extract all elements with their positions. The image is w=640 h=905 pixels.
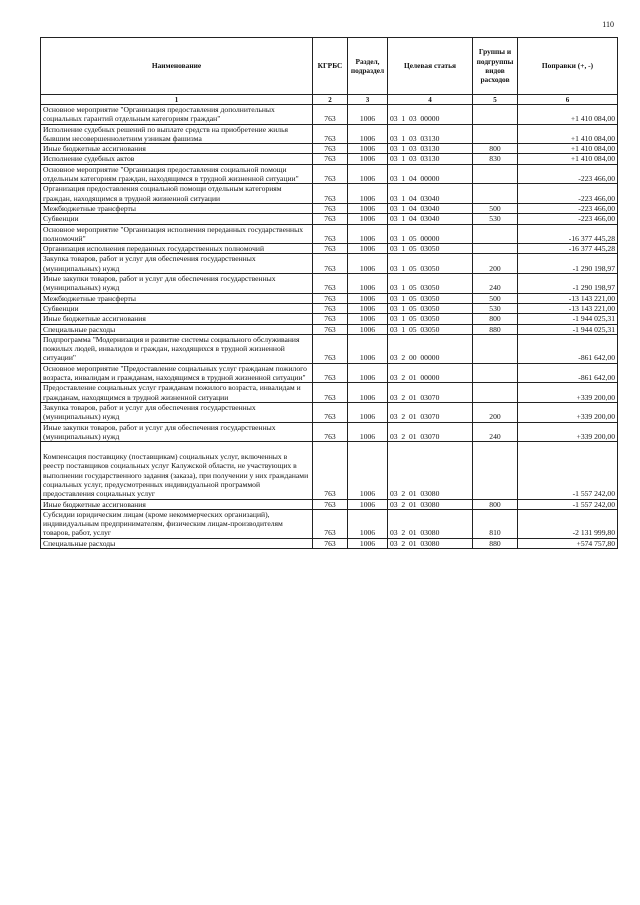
row-section: 1006: [348, 214, 388, 224]
row-kgrbs: 763: [313, 254, 348, 274]
table-row: [41, 314, 618, 324]
row-target-article: 03 1 05 03050: [388, 274, 473, 294]
row-kgrbs: 763: [313, 402, 348, 422]
column-number: 1: [41, 95, 313, 105]
row-target-article: 03 1 03 03130: [388, 144, 473, 154]
row-target-article: 03 1 05 03050: [388, 254, 473, 274]
row-name: Иные бюджетные ассигнования: [41, 144, 313, 154]
row-name: Предоставление социальных услуг гражданам пожилого возраста, инвалидам и гражданам, находящимся в трудной жизненной ситуации: [41, 383, 313, 403]
row-kgrbs: 763: [313, 303, 348, 313]
row-amendment-amount: +574 757,80: [518, 538, 618, 548]
row-expense-group: 200: [473, 254, 518, 274]
row-kgrbs: 763: [313, 184, 348, 204]
table-row: [41, 293, 618, 303]
row-expense-group: 500: [473, 293, 518, 303]
row-amendment-amount: +1 410 084,00: [518, 144, 618, 154]
row-target-article: 03 2 01 03070: [388, 422, 473, 442]
row-kgrbs: 763: [313, 214, 348, 224]
row-section: 1006: [348, 314, 388, 324]
row-section: 1006: [348, 509, 388, 538]
row-expense-group: [473, 224, 518, 244]
column-number: 3: [348, 95, 388, 105]
row-name: Иные бюджетные ассигнования: [41, 314, 313, 324]
row-target-article: 03 2 00 00000: [388, 334, 473, 363]
table-row: [41, 442, 618, 499]
row-kgrbs: 763: [313, 538, 348, 548]
row-kgrbs: 763: [313, 244, 348, 254]
row-section: 1006: [348, 334, 388, 363]
row-expense-group: 810: [473, 509, 518, 538]
row-amendment-amount: -861 642,00: [518, 334, 618, 363]
table-header-row: [41, 38, 618, 95]
row-section: 1006: [348, 203, 388, 213]
row-section: 1006: [348, 184, 388, 204]
row-amendment-amount: +1 410 084,00: [518, 105, 618, 125]
row-kgrbs: 763: [313, 324, 348, 334]
row-expense-group: 830: [473, 154, 518, 164]
row-section: 1006: [348, 402, 388, 422]
row-expense-group: [473, 334, 518, 363]
table-row: [41, 214, 618, 224]
row-target-article: 03 2 01 03070: [388, 402, 473, 422]
table-row: [41, 538, 618, 548]
row-target-article: 03 1 05 03050: [388, 314, 473, 324]
table-row: [41, 402, 618, 422]
row-name: Организация предоставления социальной помощи отдельным категориям граждан, находящимся в трудной жизненной ситуации: [41, 184, 313, 204]
row-section: 1006: [348, 105, 388, 125]
row-target-article: 03 2 01 03080: [388, 509, 473, 538]
row-target-article: 03 1 05 03050: [388, 293, 473, 303]
row-kgrbs: 763: [313, 293, 348, 303]
table-row: [41, 244, 618, 254]
row-target-article: 03 2 01 00000: [388, 363, 473, 383]
row-name: Основное мероприятие "Организация исполнения переданных государственных полномочий": [41, 224, 313, 244]
header-kgrbs: КГРБС: [313, 38, 348, 95]
row-kgrbs: 763: [313, 274, 348, 294]
row-name: Иные закупки товаров, работ и услуг для обеспечения государственных (муниципальных) нужд: [41, 422, 313, 442]
row-name: Основное мероприятие "Организация предоставления дополнительных социальных гарантий отдельным категориям граждан": [41, 105, 313, 125]
table-row: [41, 509, 618, 538]
row-expense-group: [473, 184, 518, 204]
table-row: [41, 303, 618, 313]
row-section: 1006: [348, 164, 388, 184]
row-section: 1006: [348, 363, 388, 383]
row-kgrbs: 763: [313, 164, 348, 184]
row-target-article: 03 1 04 03040: [388, 184, 473, 204]
row-target-article: 03 2 01 03070: [388, 383, 473, 403]
row-target-article: 03 1 04 03040: [388, 203, 473, 213]
row-kgrbs: 763: [313, 442, 348, 499]
row-section: 1006: [348, 303, 388, 313]
table-row: [41, 154, 618, 164]
row-amendment-amount: -223 466,00: [518, 164, 618, 184]
row-target-article: 03 1 03 00000: [388, 105, 473, 125]
row-target-article: 03 1 05 00000: [388, 224, 473, 244]
row-name: Специальные расходы: [41, 538, 313, 548]
row-target-article: 03 1 03 03130: [388, 154, 473, 164]
row-section: 1006: [348, 274, 388, 294]
row-amendment-amount: -2 131 999,80: [518, 509, 618, 538]
row-target-article: 03 1 03 03130: [388, 124, 473, 144]
row-expense-group: 500: [473, 203, 518, 213]
row-kgrbs: 763: [313, 203, 348, 213]
header-amount: Поправки (+, -): [518, 38, 618, 95]
row-target-article: 03 1 05 03050: [388, 303, 473, 313]
row-name: Специальные расходы: [41, 324, 313, 334]
table-row: [41, 224, 618, 244]
budget-amendments-table: [40, 37, 618, 549]
row-section: 1006: [348, 499, 388, 509]
table-row: [41, 383, 618, 403]
row-kgrbs: 763: [313, 334, 348, 363]
row-name: Основное мероприятие "Организация предоставления социальной помощи отдельным категориям граждан, находящимся в трудной жизненной ситуации": [41, 164, 313, 184]
row-amendment-amount: -13 143 221,00: [518, 293, 618, 303]
row-expense-group: 800: [473, 144, 518, 154]
row-amendment-amount: -16 377 445,28: [518, 244, 618, 254]
row-expense-group: [473, 363, 518, 383]
row-name: Иные бюджетные ассигнования: [41, 499, 313, 509]
row-target-article: 03 1 04 03040: [388, 214, 473, 224]
row-name: Организация исполнения переданных государственных полномочий: [41, 244, 313, 254]
table-row: [41, 144, 618, 154]
table-row: [41, 422, 618, 442]
row-section: 1006: [348, 144, 388, 154]
table-row: [41, 254, 618, 274]
row-name: Субвенции: [41, 214, 313, 224]
row-name: Межбюджетные трансферты: [41, 203, 313, 213]
row-section: 1006: [348, 293, 388, 303]
row-amendment-amount: -861 642,00: [518, 363, 618, 383]
row-target-article: 03 2 01 03080: [388, 538, 473, 548]
row-amendment-amount: +339 200,00: [518, 383, 618, 403]
row-amendment-amount: -1 944 025,31: [518, 314, 618, 324]
row-kgrbs: 763: [313, 224, 348, 244]
row-expense-group: 240: [473, 274, 518, 294]
row-name: Субвенции: [41, 303, 313, 313]
row-amendment-amount: +1 410 084,00: [518, 154, 618, 164]
row-expense-group: 800: [473, 499, 518, 509]
row-section: 1006: [348, 254, 388, 274]
row-expense-group: [473, 124, 518, 144]
row-section: 1006: [348, 224, 388, 244]
row-section: 1006: [348, 422, 388, 442]
row-target-article: 03 1 05 03050: [388, 324, 473, 334]
row-target-article: 03 2 01 03080: [388, 499, 473, 509]
row-kgrbs: 763: [313, 314, 348, 324]
row-kgrbs: 763: [313, 383, 348, 403]
table-row: [41, 499, 618, 509]
row-amendment-amount: -1 290 198,97: [518, 254, 618, 274]
column-number: 2: [313, 95, 348, 105]
column-number-row: [41, 95, 618, 105]
row-name: Исполнение судебных решений по выплате средств на приобретение жилья бывшим несовершеннолетним узникам фашизма: [41, 124, 313, 144]
row-name: Исполнение судебных актов: [41, 154, 313, 164]
row-amendment-amount: -13 143 221,00: [518, 303, 618, 313]
row-kgrbs: 763: [313, 422, 348, 442]
row-name: Подпрограмма "Модернизация и развитие системы социального обслуживания пожилых людей, инвалидов и граждан, находящихся в трудной жизненной ситуации": [41, 334, 313, 363]
row-kgrbs: 763: [313, 144, 348, 154]
row-expense-group: [473, 442, 518, 499]
row-expense-group: 880: [473, 538, 518, 548]
table-row: [41, 124, 618, 144]
row-name: Межбюджетные трансферты: [41, 293, 313, 303]
row-section: 1006: [348, 244, 388, 254]
row-expense-group: 240: [473, 422, 518, 442]
header-target: Целевая статья: [388, 38, 473, 95]
row-expense-group: [473, 105, 518, 125]
page-number: 110: [602, 20, 614, 29]
row-section: 1006: [348, 538, 388, 548]
row-name: Закупка товаров, работ и услуг для обеспечения государственных (муниципальных) нужд: [41, 402, 313, 422]
row-target-article: 03 1 05 03050: [388, 244, 473, 254]
header-section: Раздел, подраздел: [348, 38, 388, 95]
row-kgrbs: 763: [313, 105, 348, 125]
row-section: 1006: [348, 154, 388, 164]
row-target-article: 03 1 04 00000: [388, 164, 473, 184]
row-name: Субсидии юридическим лицам (кроме некоммерческих организаций), индивидуальным предпринимателям, физическим лицам-производителям товаров, работ, услуг: [41, 509, 313, 538]
row-section: 1006: [348, 324, 388, 334]
row-amendment-amount: -1 944 025,31: [518, 324, 618, 334]
row-amendment-amount: -223 466,00: [518, 184, 618, 204]
row-kgrbs: 763: [313, 509, 348, 538]
column-number: 4: [388, 95, 473, 105]
row-expense-group: [473, 383, 518, 403]
column-number: 6: [518, 95, 618, 105]
table-row: [41, 363, 618, 383]
header-group: Группы и подгруппы видов расходов: [473, 38, 518, 95]
row-expense-group: 530: [473, 214, 518, 224]
row-expense-group: 200: [473, 402, 518, 422]
row-amendment-amount: -16 377 445,28: [518, 224, 618, 244]
table-row: [41, 334, 618, 363]
row-section: 1006: [348, 383, 388, 403]
row-expense-group: 800: [473, 314, 518, 324]
row-amendment-amount: +339 200,00: [518, 402, 618, 422]
row-name: Основное мероприятие "Предоставление социальных услуг гражданам пожилого возраста, инвалидам и гражданам, находящимся в трудной жизненной ситуации": [41, 363, 313, 383]
row-name: Компенсация поставщику (поставщикам) социальных услуг, включенных в реестр поставщиков социальных услуг Калужской области, не участвующих в выполнении государственного задания (заказа), при получении у них гражданами социальных услуг, предусмотренных индивидуальной программой предоставления социальных услуг: [41, 442, 313, 499]
row-amendment-amount: +1 410 084,00: [518, 124, 618, 144]
row-amendment-amount: -1 557 242,00: [518, 442, 618, 499]
row-section: 1006: [348, 442, 388, 499]
row-kgrbs: 763: [313, 154, 348, 164]
table-row: [41, 164, 618, 184]
row-expense-group: [473, 244, 518, 254]
row-expense-group: 880: [473, 324, 518, 334]
table-row: [41, 105, 618, 125]
row-expense-group: 530: [473, 303, 518, 313]
row-section: 1006: [348, 124, 388, 144]
row-amendment-amount: -1 557 242,00: [518, 499, 618, 509]
table-row: [41, 274, 618, 294]
row-expense-group: [473, 164, 518, 184]
table-row: [41, 184, 618, 204]
row-kgrbs: 763: [313, 499, 348, 509]
row-amendment-amount: -1 290 198,97: [518, 274, 618, 294]
table-row: [41, 324, 618, 334]
row-target-article: 03 2 01 03080: [388, 442, 473, 499]
row-kgrbs: 763: [313, 363, 348, 383]
table-row: [41, 203, 618, 213]
row-kgrbs: 763: [313, 124, 348, 144]
row-amendment-amount: -223 466,00: [518, 214, 618, 224]
row-name: Иные закупки товаров, работ и услуг для обеспечения государственных (муниципальных) нужд: [41, 274, 313, 294]
row-amendment-amount: -223 466,00: [518, 203, 618, 213]
column-number: 5: [473, 95, 518, 105]
row-name: Закупка товаров, работ и услуг для обеспечения государственных (муниципальных) нужд: [41, 254, 313, 274]
header-name: Наименование: [41, 38, 313, 95]
row-amendment-amount: +339 200,00: [518, 422, 618, 442]
